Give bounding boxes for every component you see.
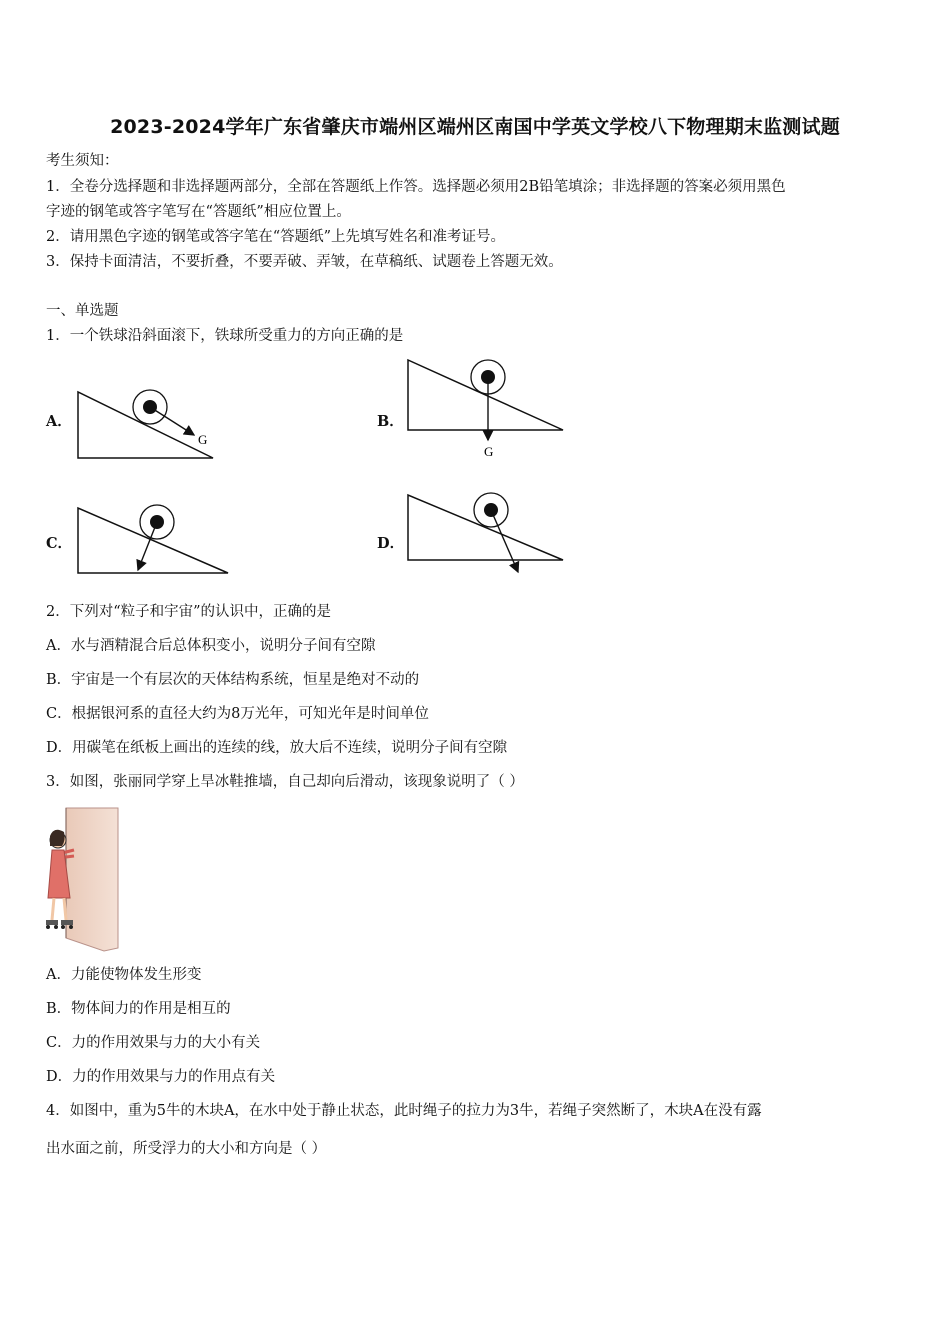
question-4-stem-line1: 4．如图中，重为5牛的木块A，在水中处于静止状态，此时绳子的拉力为3牛，若绳子突然断了，木块A在没有露 <box>46 1103 762 1119</box>
q1-option-b-label: B． <box>377 413 404 430</box>
page-title: 2023-2024学年广东省肇庆市端州区端州区南国中学英文学校八下物理期末监测试题 <box>110 116 840 138</box>
q1-figure-d <box>400 490 570 580</box>
q3-option-d: D．力的作用效果与力的作用点有关 <box>46 1069 276 1085</box>
q3-option-a: A．力能使物体发生形变 <box>46 967 202 983</box>
question-1-stem: 1．一个铁球沿斜面滚下，铁球所受重力的方向正确的是 <box>46 328 404 344</box>
q1-option-a-label: A． <box>46 413 72 430</box>
q2-option-b: B．宇宙是一个有层次的天体结构系统，恒星是绝对不动的 <box>46 672 420 688</box>
notice-item: 3．保持卡面清洁，不要折叠，不要弄破、弄皱，在草稿纸、试题卷上答题无效。 <box>46 254 563 270</box>
skate <box>61 920 73 925</box>
skate <box>46 920 58 925</box>
force-label: G <box>198 432 208 447</box>
q3-option-c: C．力的作用效果与力的大小有关 <box>46 1035 261 1051</box>
question-4-stem-line2: 出水面之前，所受浮力的大小和方向是（ ） <box>46 1141 327 1157</box>
section-heading: 一、单选题 <box>46 303 119 319</box>
gravity-arrow <box>138 522 157 570</box>
q1-figure-b <box>400 352 570 467</box>
q2-option-d: D．用碳笔在纸板上画出的连续的线，放大后不连续，说明分子间有空隙 <box>46 740 508 756</box>
notice-item: 字迹的钢笔或答字笔写在“答题纸”相应位置上。 <box>46 204 351 220</box>
q1-figure-c <box>70 500 240 585</box>
q1-option-c-label: C． <box>46 535 73 552</box>
q2-option-a: A．水与酒精混合后总体积变小，说明分子间有空隙 <box>46 638 376 654</box>
question-3-stem: 3．如图，张丽同学穿上旱冰鞋推墙，自己却向后滑动，该现象说明了（ ） <box>46 774 524 790</box>
notice-item: 2．请用黑色字迹的钢笔或答字笔在“答题纸”上先填写姓名和准考证号。 <box>46 229 506 245</box>
girl-hair <box>50 830 65 846</box>
wall <box>66 808 118 951</box>
question-2-stem: 2．下列对“粒子和宇宙”的认识中，正确的是 <box>46 604 332 620</box>
notice-heading: 考生须知： <box>46 153 119 169</box>
q3-illustration <box>44 806 124 952</box>
q3-option-b: B．物体间力的作用是相互的 <box>46 1001 231 1017</box>
q1-figure-a <box>70 380 230 470</box>
force-label: G <box>484 444 494 459</box>
notice-item: 1．全卷分选择题和非选择题两部分，全部在答题纸上作答。选择题必须用2B铅笔填涂；非选择题的答案必须用黑色 <box>46 179 786 195</box>
q1-option-d-label: D． <box>377 535 405 552</box>
incline-triangle <box>408 495 563 560</box>
q2-option-c: C．根据银河系的直径大约为8万光年，可知光年是时间单位 <box>46 706 429 722</box>
